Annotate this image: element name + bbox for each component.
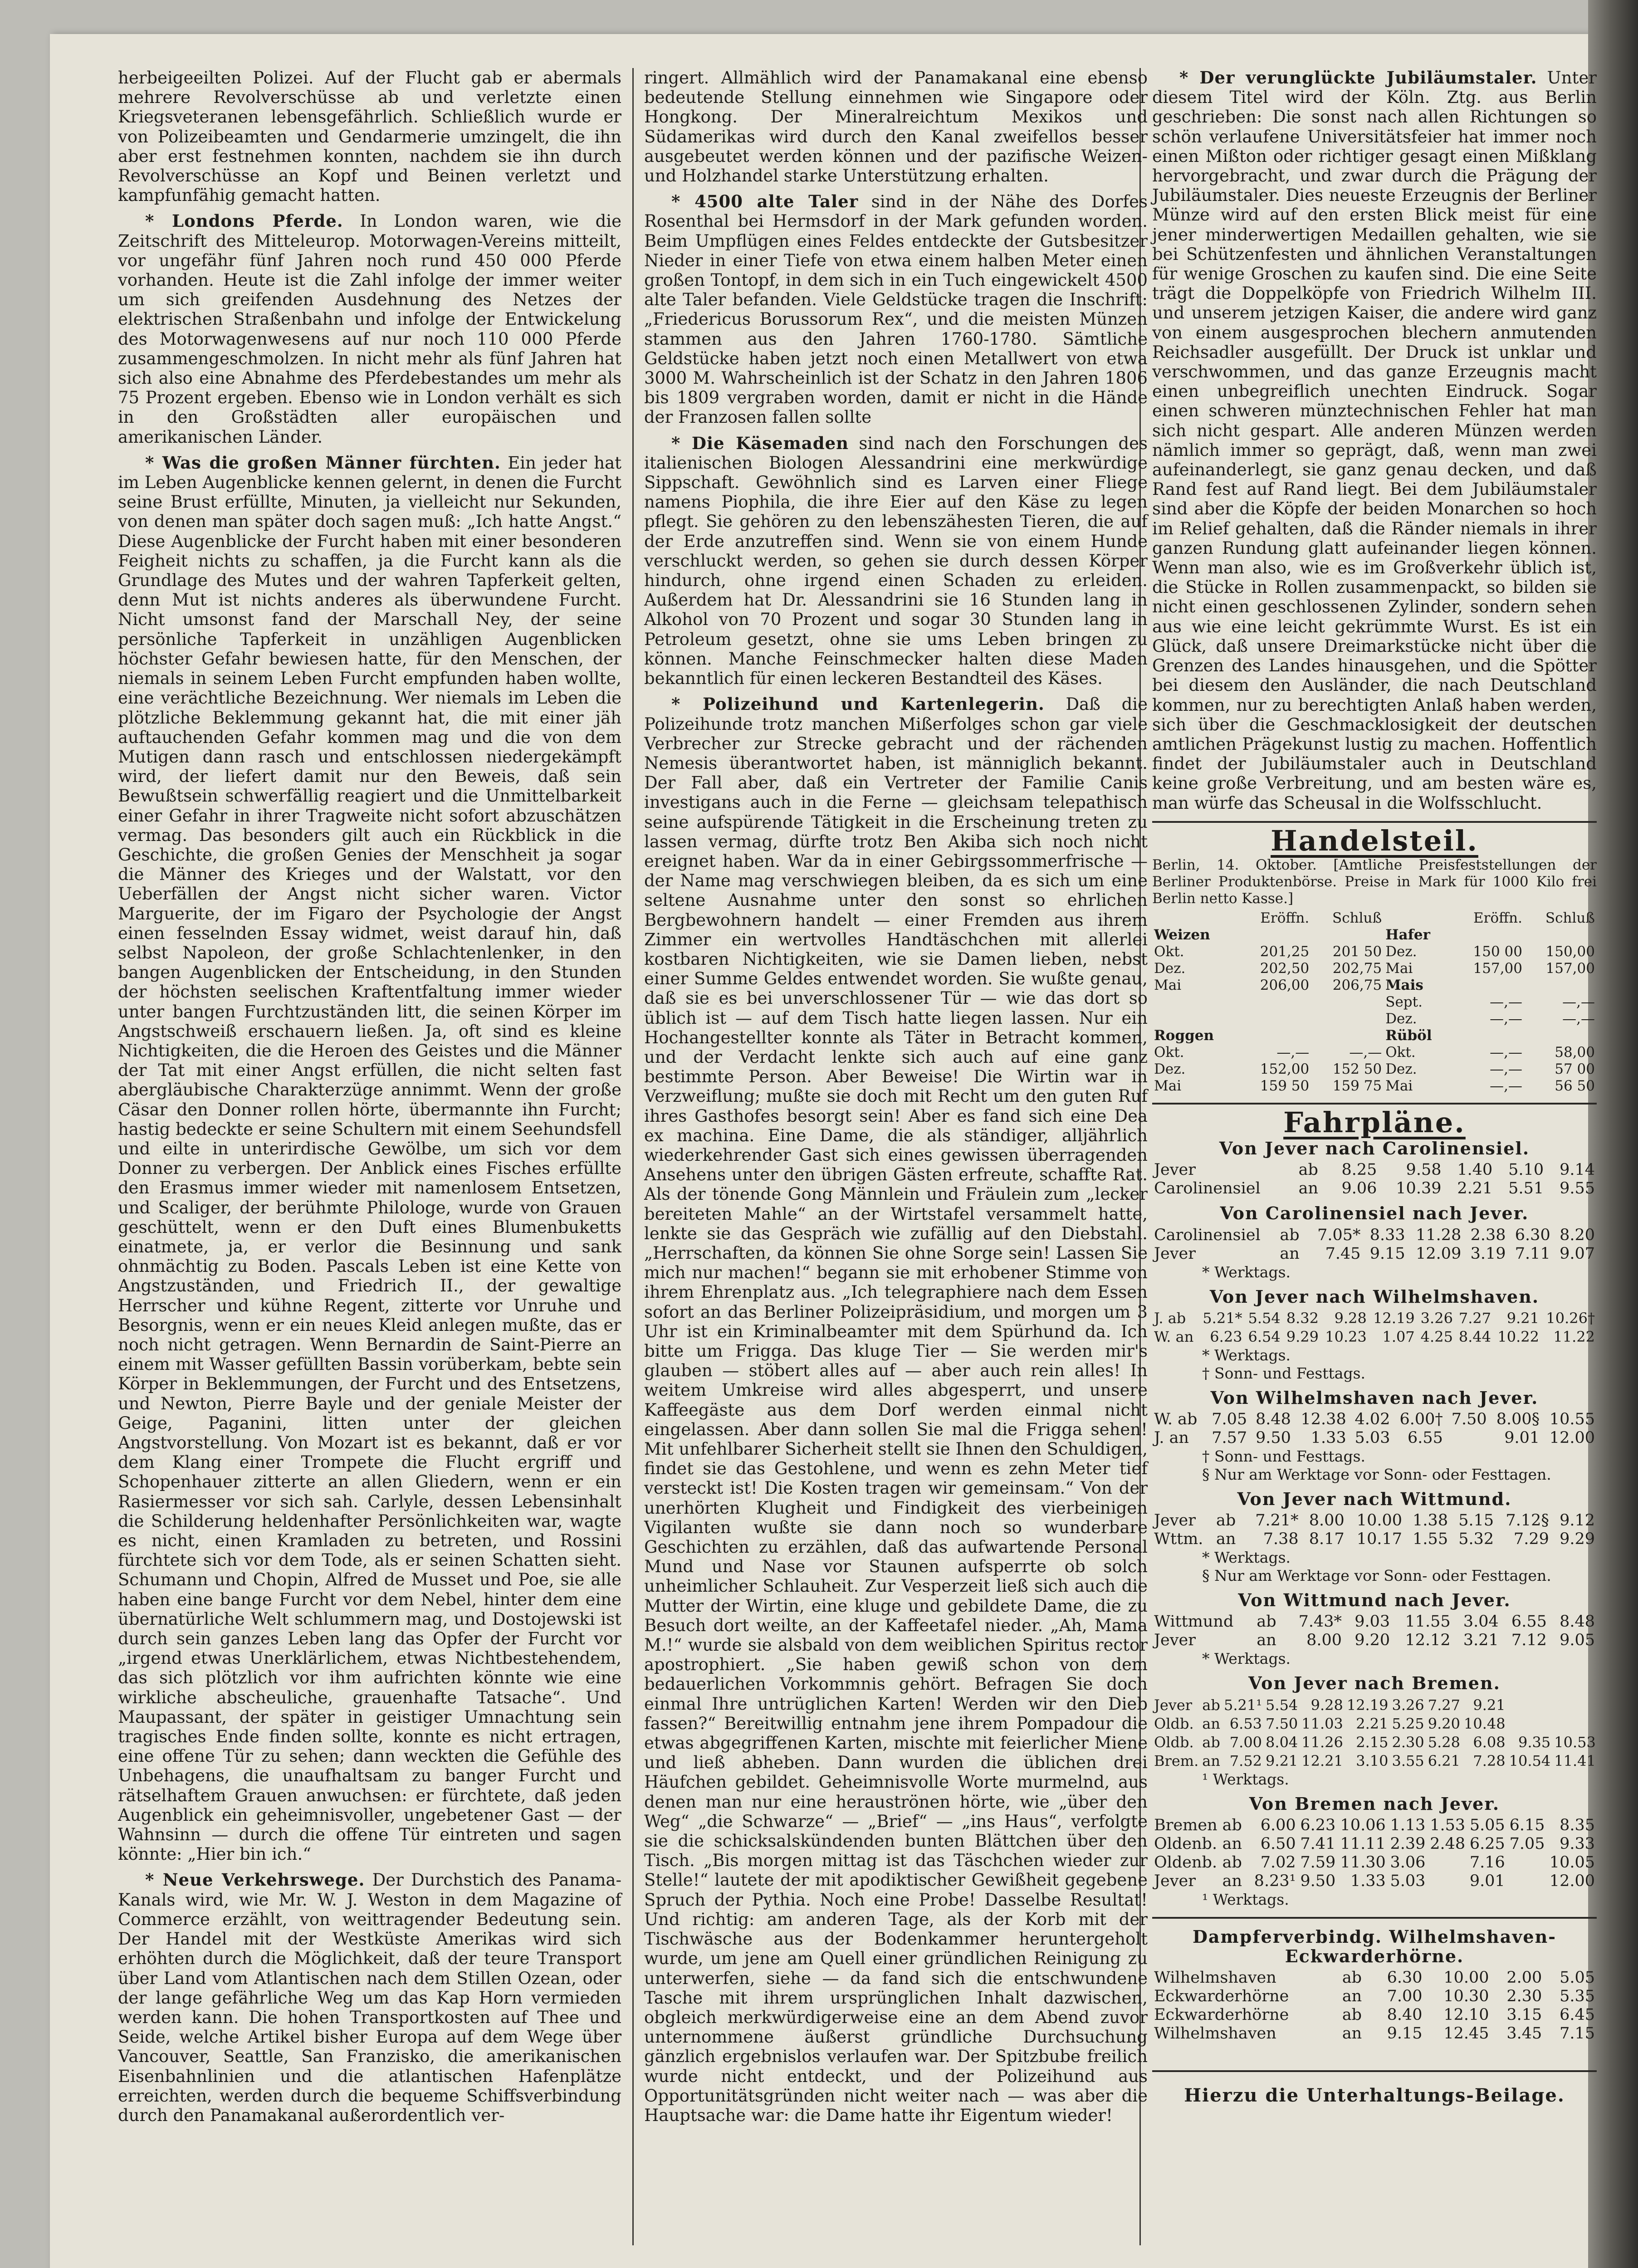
departure-time: 10.54	[1509, 1752, 1551, 1769]
timetable-note: † Sonn- und Festtags.	[1202, 1364, 1366, 1382]
departure-time: an	[1257, 1631, 1276, 1650]
departure-time: 10.53	[1554, 1733, 1596, 1751]
station-name: Jever	[1154, 1872, 1196, 1890]
departure-time: 7.15	[1560, 2024, 1595, 2043]
station-name: Jever	[1154, 1244, 1196, 1263]
station-name: Wilhelmshaven	[1154, 2024, 1276, 2043]
section-rule	[1152, 1917, 1597, 1919]
station-name: Carolinensiel	[1154, 1226, 1261, 1244]
departure-time: 9.14	[1560, 1161, 1595, 1179]
departure-time: 8.40	[1387, 2006, 1423, 2024]
departure-time	[1427, 1853, 1467, 1872]
timetable-note: ¹ Werktags.	[1202, 1770, 1289, 1788]
timetable-note: * Werktags.	[1202, 1650, 1291, 1668]
departure-time: 1.33	[1350, 1872, 1386, 1890]
article-body: Unter diesem Titel wird der Köln. Ztg. aus Berlin geschrieben: Die sonst nach allen Richtungen so schön verlaufene Universitätsfeier hat immer noch einen Mißton oder richtiger gesagt einen Mißklang hervorgebracht, und zwar durch die Prägung der Jubiläumstaler. Dies neueste Erzeugnis der Berliner Münze wird auf den ersten Blick meist für eine jener minderwertigen Medaillen gehalten, wie sie bei Schützenfesten und ähnlichen Veranstaltungen für wenige Groschen zu kaufen sind. Die eine Seite trägt die Doppelköpfe von Friedrich Wilhelm III. und unserem jetzigen Kaiser, die andere wird ganz von einem ausgesprochen blechern anmutenden Reichsadler ausgefüllt. Der Druck ist unklar und verschwommen, und das ganze Erzeugnis macht einen unbegreiflich unechten Eindruck. Sogar einen schweren münztechnischen Fehler hat man sich nicht gespart. Alle anderen Münzen werden nämlich immer so geprägt, daß, wenn man zwei aufeinanderlegt, sie ganz genau decken, und daß Rand fest auf Rand liegt. Bei dem Jubiläumstaler sind aber die Köpfe der beiden Monarchen so hoch im Relief gehalten, daß die Ränder niemals in ihrer ganzen Rundung glatt aufeinander liegen können. Wenn man also, wie es im Großverkehr üblich ist, die Stücke in Rollen zusammenpackt, so bilden sie nicht einen geschlossenen Zylinder, sondern sehen aus wie eine leicht gekrümmte Wurst. Es ist ein Glück, daß unsere Dreimarkstücke nicht über die Grenzen des Landes hinausgehen, und die Spötter bei diesem den Ausländer, die nach Deutschland kommen, nur zu berechtigten Anlaß haben werden, sich über die Geschmacklosigkeit der deutschen amtlichen Prägekunst lustig zu machen. Hoffentlich findet der Jubiläumstaler auch in Deutschland keine große Verbreitung, und am besten wäre es, man würfe das Scheusal in die Wolfsschlucht.	[1152, 68, 1597, 813]
departure-time: an	[1280, 1244, 1300, 1263]
timetable-row	[1152, 1872, 1597, 1891]
article-continuation: herbeigeeilten Polizei. Auf der Flucht gab er abermals mehrere Revolverschüsse ab und verletzte einen Kriegsveteranen lebensgefährlich. Schließlich wurde er von Polizeibeamten und Gendarmerie umzingelt, die ihn aber erst festnehmen konnten, nachdem sie ihn durch Revolverschüsse an Kopf und Beinen verletzt und kampfunfähig gemacht hatten.	[118, 68, 621, 205]
article-body: sind nach den Forschungen des italienischen Biologen Alessandrini eine merkwürdige Sippschaft. Gewöhnlich sind es Larven einer Fliege namens Piophila, die ihre Eier auf den Käse zu legen pflegt. Sie gehören zu den lebenszähesten Tieren, die auf der Erde anzutreffen sind. Wenn sie von einem Hunde verschluckt werden, so gehen sie durch dessen Körper hindurch, ohne irgend einen Schaden zu erleiden. Außerdem hat Dr. Alessandrini sie 16 Stunden lang in Alkohol von 70 Prozent und sogar 30 Stunden lang in Petroleum gesetzt, ohne sie ums Leben bringen zu können. Manche Feinschmecker halten diese Maden bekanntlich für einen leckeren Bestandteil des Käses.	[644, 433, 1148, 689]
timetable-row	[1152, 1161, 1597, 1179]
departure-time: 4.25	[1420, 1328, 1453, 1345]
departure-time: 5.35	[1560, 1987, 1595, 2006]
departure-time: 10.17	[1356, 1530, 1402, 1549]
departure-time: 9.21	[1506, 1309, 1539, 1327]
route-title: Von Jever nach Wittmund.	[1237, 1488, 1512, 1509]
departure-time: 12.19	[1346, 1696, 1389, 1714]
article-continuation: ringert. Allmählich wird der Panamakanal eine ebenso bedeutende Stellung einnehmen wie Singapore oder Hongkong. Der Mineralreichtum Mexikos und Südamerikas wird durch den Kanal zweifellos besser ausgebeutet werden können und der pazifische Weizen- und Holzhandel starke Unterstützung erhalten.	[644, 68, 1148, 186]
departure-time: 3.15	[1506, 2006, 1542, 2024]
departure-time: ab	[1257, 1613, 1276, 1631]
departure-time: 3.45	[1506, 2024, 1542, 2043]
departure-time: 9.07	[1560, 1244, 1595, 1263]
column-2	[644, 68, 1148, 2131]
departure-time: 5.54	[1266, 1696, 1298, 1714]
timetable-row	[1152, 1309, 1597, 1328]
article-headline: * Londons Pferde.	[145, 211, 343, 231]
column-3	[1152, 68, 1597, 2105]
departure-time: 5.21¹	[1223, 1696, 1262, 1714]
departure-time: 12.09	[1416, 1244, 1462, 1263]
article-headline: * Polizeihund und Kartenlegerin.	[671, 694, 1045, 714]
departure-time: 3.26	[1420, 1309, 1453, 1327]
column-1	[118, 68, 621, 2131]
departure-time: 9.28	[1310, 1696, 1343, 1714]
departure-time: 3.55	[1392, 1752, 1424, 1769]
departure-time: 10.39	[1396, 1179, 1442, 1198]
departure-time: 3.04	[1463, 1613, 1499, 1631]
departure-time: 12.19	[1373, 1309, 1415, 1327]
timetable-row	[1152, 1631, 1597, 1650]
departure-time: 3.10	[1356, 1752, 1389, 1769]
departure-time: 8.33	[1369, 1226, 1405, 1244]
departure-time: 8.44	[1458, 1328, 1491, 1345]
departure-time: an	[1202, 1715, 1220, 1732]
departure-time: 3.26	[1392, 1696, 1424, 1714]
route-title: Von Carolinensiel nach Jever.	[1220, 1203, 1529, 1224]
departure-time: 12.45	[1443, 2024, 1489, 2043]
departure-time: 6.45	[1560, 2006, 1595, 2024]
departure-time: 12.38	[1301, 1410, 1346, 1428]
departure-time: 4.02	[1354, 1410, 1390, 1428]
market-table: Eröffn. Schluß Eröffn. Schluß Weizen Hafer Okt. 201,25 201 50 Dez. 150 00 150,00 Dez. 202,50 202,75 Mai 157,00 157,00 Mai 206,00 206,75 Mais Sept. —,— —,— Dez. —,— —,— Roggen Rüböl Okt. —,— —,— Okt. —,— 58,00 Dez. 152,00 152 50 Dez. —,— 57 00 Mai 159 50 159 75 Mai —,— 56 50	[1154, 909, 1595, 1094]
departure-time	[1427, 1872, 1467, 1891]
article-londons-pferde	[118, 211, 621, 446]
departure-time: 9.50	[1300, 1872, 1336, 1890]
timetable-row	[1152, 1530, 1597, 1549]
timetable-row	[1152, 1179, 1597, 1198]
departure-time: 9.21	[1266, 1752, 1298, 1769]
departure-time: 12.00	[1549, 1428, 1595, 1447]
departure-time: 12.10	[1443, 2006, 1489, 2024]
departure-time: 6.53	[1229, 1715, 1262, 1732]
timetable-note: ¹ Werktags.	[1202, 1890, 1289, 1908]
departure-time: 9.01	[1469, 1872, 1505, 1890]
departure-time: 10.00	[1356, 1511, 1402, 1530]
departure-time: 7.38	[1263, 1530, 1299, 1549]
station-name: Oldenb.	[1154, 1853, 1217, 1872]
departure-time: 1.55	[1413, 1530, 1448, 1549]
departure-time	[1507, 1872, 1547, 1891]
departure-time: 1.40	[1457, 1161, 1493, 1179]
departure-time: 5.03	[1354, 1428, 1390, 1447]
timetable-row	[1152, 1853, 1597, 1872]
departure-time: 7.27	[1428, 1696, 1460, 1714]
departure-time: 6.54	[1248, 1328, 1281, 1345]
departure-time: 2.15	[1356, 1733, 1389, 1751]
departure-time: 6.25	[1469, 1834, 1505, 1853]
timetable-note: § Nur am Werktage vor Sonn- oder Festtagen.	[1202, 1465, 1551, 1483]
timetable-row	[1152, 1696, 1598, 1715]
station-name: Jever	[1154, 1696, 1193, 1714]
station-name: J. ab	[1154, 1309, 1186, 1327]
article-body: Daß die Polizeihunde trotz manchen Mißerfolges schon gar viele Verbrecher zur Strecke gebracht und der rächenden Nemesis überantwortet haben, ist männiglich bekannt. Der Fall aber, daß ein Vertreter der Familie Canis investigans auch in die Ferne — gleichsam telepathisch seine aufspürende Tätigkeit in die Erscheinung treten zu lassen vermag, dürfte trotz Ben Akiba sich noch nicht ereignet haben. War da in einer Gebirgssommerfrische — der Name mag verschwiegen bleiben, da es sich um eine seltene Ausnahme unter den sonst so ehrlichen Bergbewohnern handelt — einer Fremden aus ihrem Zimmer ein wertvolles Handtäschchen mit allerlei kostbaren Nichtigkeiten, wie sie Damen lieben, nebst einer Summe Geldes entwendet worden. Sie wußte genau, daß sie es bei unverschlossener Tür — wie das dort so üblich ist — auf dem Tisch hatte liegen lassen. Nur ein Hochangestellter konnte als Täter in Betracht kommen, und der Verdacht lenkte sich auch auf eine ganz bestimmte Person. Aber Beweise! Die Wirtin war in Verzweiflung; mußte sie doch mit Recht um den guten Ruf ihres Gasthofes besorgt sein! Aber es fand sich eine Dea ex machina. Eine Dame, die als ständiger, alljährlich wiederkehrender Gast sich eines gewissen überragenden Ansehens unter den übrigen Gästen erfreute, schaffte Rat. Als der tönende Gong Männlein und Fräulein zum „lecker bereiteten Mahle“ an der Wirtstafel versammelt hatte, lenkte sie das Gespräch wie zufällig auf den Diebstahl. „Herrschaften, da können Sie ohne Sorge sein! Lassen Sie mich nur machen!“ begann sie mit erhobener Stimme von ihrem Ehrenplatz aus. „Ich telegraphiere nach dem Essen sofort an das Berliner Polizeipräsidium, und morgen um 3 Uhr ist ein Kriminalbeamter mit dem Spürhund da. Ich bitte um Frigga. Das kluge Tier — Sie werden mir's glauben — stöbert alles auf — aber auch rein alles! In weitem Umkreise wird alles abgesperrt, und unsere Kaffeegäste aus dem Dorf werden einmal nicht eingelassen. Aber dann sollen Sie mal die Frigga sehen! Mit unfehlbarer Sicherheit stellt sie Ihnen den Schuldigen, findet sie das Gestohlene, und wenn es zehn Meter tief versteckt ist! Die Kosten tragen wir gemeinsam.“ Von der unerhörten Klugheit und Findigkeit des vierbeinigen Vigilanten wußte sie dann noch so wunderbare Geschichten zu erzählen, daß das aufwartende Personal Mund und Nase vor Staunen aufsperrte ob solch unheimlicher Schlauheit. Zur Vesperzeit ließ sich auch die Mutter der Wirtin, eine kluge und gebildete Dame, die zu Besuch dort weilte, an der Kaffeetafel nieder. „Ah, Mama M.!“ wurde sie alsbald von dem weiblichen Spiritus rector apostrophiert. „Sie haben gewiß schon von dem bedauerlichen Vorkommnis gehört. Befragen Sie doch einmal Ihre untrüglichen Karten! Werden wir den Dieb fassen?“ Bereitwillig entnahm jene ihrem Pompadour die etwas abgegriffenen Karten, mischte mit feierlicher Miene und ließ abheben. Dann wurden die üblichen drei Häufchen gebildet. Geheimnisvolle Worte murmelnd, aus denen man nur eine herauströnen hörte, wie „über den Weg“ „die Schwarze“ — „Brief“ — „ins Haus“, verfolgte sie die schicksalskündenden bunten Blättchen über den Tisch. „Bis morgen mittag ist das Täschchen wieder zur Stelle!“ lautete der mit apodiktischer Gewißheit gegebene Spruch der Pythia. Noch eine Probe! Dasselbe Resultat! Und richtig: am anderen Tage, als der Korb mit der Tischwäsche aus der Bodenkammer heruntergeholt wurde, um jene am Quell einer gründlichen Reinigung zu unterwerfen, siehe — da fand sich die entschwundene Tasche mit ihrem ursprünglichen Inhalt dazwischen, obgleich merkwürdigerweise eine an dem Abend zuvor unternommene äußerst gründliche Durchsuchung gänzlich ergebnislos verlaufen war. Der Spitzbube freilich wurde nicht entdeckt, und der Polizeihund aus Opportunitätsgründen nicht weiter nach — was aber die Hauptsache war: die Dame hatte ihr Eigentum wieder!	[644, 694, 1148, 2125]
departure-time: 10.48	[1464, 1715, 1506, 1732]
station-name: W. ab	[1154, 1410, 1198, 1428]
departure-time: ab	[1222, 1853, 1242, 1872]
timetable	[1152, 1696, 1598, 1770]
departure-time: 7.29	[1513, 1530, 1549, 1549]
departure-time: 2.39	[1390, 1834, 1426, 1853]
departure-time: 9.20	[1428, 1715, 1460, 1732]
departure-time: 2.38	[1470, 1226, 1506, 1244]
departure-time: 6.00†	[1399, 1410, 1443, 1428]
station-name: Wilhelmshaven	[1154, 1969, 1276, 1987]
timetable-note: * Werktags.	[1202, 1346, 1291, 1364]
departure-time: 7.45	[1325, 1244, 1361, 1263]
timetable-row	[1152, 1835, 1597, 1853]
departure-time: 3.06	[1390, 1853, 1426, 1872]
departure-time	[1507, 1853, 1547, 1872]
station-name: Jever	[1154, 1511, 1196, 1530]
route-title: Dampferverbindg. Wilhelmshaven-Eckwarderhörne.	[1192, 1926, 1557, 1966]
timetable-row	[1152, 1226, 1597, 1245]
route-title: Von Wilhelmshaven nach Jever.	[1210, 1387, 1539, 1408]
timetable	[1152, 1226, 1597, 1263]
station-name: Oldb.	[1154, 1715, 1194, 1732]
departure-time: 11.28	[1416, 1226, 1462, 1244]
departure-time: 10.06	[1340, 1816, 1386, 1834]
station-name: Oldb.	[1154, 1733, 1194, 1751]
departure-time: 5.10	[1508, 1161, 1544, 1179]
article-body: In London waren, wie die Zeitschrift des Mitteleurop. Motorwagen-Vereins mitteilt, vor ungefähr fünf Jahren noch rund 450 000 Pferde vorhanden. Heute ist die Zahl infolge der immer weiter um sich greifenden Ausdehnung des Netzes der elektrischen Straßenbahn und infolge der Entwickelung des Motorwagenwesens auf nur noch 110 000 Pferde zusammengeschmolzen. In nicht mehr als fünf Jahren hat sich also eine Abnahme des Pferdebestandes um mehr als 75 Prozent ergeben. Ebenso wie in London verhält es sich in den Großstädten aller europäischen und amerikanischen Länder.	[118, 211, 622, 447]
departure-time: 10.22	[1497, 1328, 1539, 1345]
departure-time: 2.48	[1430, 1834, 1466, 1853]
departure-time: 5.03	[1390, 1872, 1426, 1890]
station-name: Carolinensiel	[1154, 1179, 1261, 1198]
departure-time: 7.16	[1469, 1853, 1505, 1872]
departure-time: 7.41	[1300, 1834, 1336, 1853]
departure-time: 5.21*	[1203, 1309, 1242, 1327]
timetable-row	[1152, 1410, 1597, 1429]
departure-time: 8.25	[1341, 1161, 1377, 1179]
timetable-row	[1152, 1816, 1597, 1835]
timetable-row	[1152, 1613, 1597, 1631]
departure-time: 8.00	[1309, 1511, 1345, 1530]
section-rule	[1152, 1103, 1597, 1105]
station-name: Wttm.	[1154, 1530, 1203, 1549]
timetable-row	[1152, 1733, 1598, 1752]
departure-time: 5.05	[1469, 1816, 1505, 1834]
column-divider-1	[632, 68, 634, 2245]
departure-time: 9.03	[1354, 1613, 1390, 1631]
station-name: Oldenb.	[1154, 1834, 1217, 1853]
station-name: Wittmund	[1154, 1613, 1234, 1631]
departure-time: ab	[1222, 1816, 1242, 1834]
departure-time: 7.11	[1515, 1244, 1550, 1263]
departure-time: 10.26†	[1546, 1309, 1595, 1327]
departure-time: 9.06	[1341, 1179, 1377, 1198]
departure-time: 8.48	[1560, 1613, 1595, 1631]
departure-time: 7.28	[1473, 1752, 1506, 1769]
timetable	[1152, 1309, 1597, 1346]
departure-time: 9.58	[1406, 1161, 1442, 1179]
departure-time: ab	[1280, 1226, 1300, 1244]
departure-time: 8.48	[1255, 1410, 1291, 1428]
station-name: Jever	[1154, 1631, 1196, 1650]
departure-time: 6.55	[1511, 1613, 1547, 1631]
article-body: Der Durchstich des Panama-Kanals wird, wie Mr. W. J. Weston in dem Magazine of Commerce erzählt, von weittragender Bedeutung sein. Der Handel mit der Westküste Amerikas wird sich erhöhten durch die Möglichkeit, daß der teure Transport über Land vom Atlantischen nach dem Stillen Ozean, oder der lange gefährliche Weg um das Kap Horn vermieden werden kann. Die hohen Transportkosten auf Thee und Seide, welche Artikel bisher Europa auf dem Wege über Vancouver, Seattle, San Franzisko, die amerikanischen Eisenbahnlinien und die atlantischen Hafenplätze erreichten, werden durch die bequeme Schiffsverbindung durch den Panamakanal außerordentlich ver-	[118, 1870, 621, 2125]
departure-time: 5.15	[1458, 1511, 1494, 1530]
departure-time: 7.02	[1260, 1853, 1296, 1872]
departure-time: 11.22	[1553, 1328, 1595, 1345]
departure-time: 11.55	[1405, 1613, 1451, 1631]
departure-time: 1.13	[1390, 1816, 1426, 1834]
article-kaesemaden	[644, 434, 1148, 689]
route-title: Von Bremen nach Jever.	[1249, 1793, 1500, 1814]
departure-time: 6.55	[1407, 1428, 1443, 1447]
route-title: Von Jever nach Bremen.	[1248, 1673, 1501, 1694]
article-headline: * Was die großen Männer fürchten.	[145, 452, 501, 473]
article-body: sind in der Nähe des Dorfes Rosenthal bei Hermsdorf in der Mark gefunden worden. Beim Umpflügen eines Feldes entdeckte der Gutsbesitzer Nieder in einer Tiefe von etwa einem halben Meter einen großen Tontopf, in dem sich in ein Tuch eingewickelt 4500 alte Taler befanden. Viele Geldstücke tragen die Inschrift: „Friedericus Borussorum Rex“, und die meisten Münzen stammen aus den Jahren 1760-1780. Sämtliche Geldstücke haben jetzt noch einen Metallwert von etwa 3000 M. Wahrscheinlich ist der Schatz in den Jahren 1806 bis 1809 vergraben worden, damit er nicht in die Hände der Franzosen fallen sollte	[644, 192, 1148, 427]
departure-time: 8.20	[1560, 1226, 1595, 1244]
timetable	[1152, 1410, 1597, 1447]
departure-time: 9.15	[1387, 2024, 1423, 2043]
departure-time: 7.50	[1266, 1715, 1298, 1732]
departure-time: 7.59	[1300, 1853, 1336, 1872]
departure-time: 2.21	[1457, 1179, 1493, 1198]
departure-time: 6.08	[1473, 1733, 1506, 1751]
departure-time: 6.30	[1387, 1969, 1423, 1987]
departure-time: ab	[1202, 1733, 1220, 1751]
departure-time: 10.30	[1443, 1987, 1489, 2006]
departure-time: 8.23¹	[1254, 1872, 1296, 1890]
departure-time: 7.00	[1229, 1733, 1262, 1751]
departure-time: 10.23	[1325, 1328, 1367, 1345]
route-title: Von Jever nach Wilhelmshaven.	[1209, 1286, 1540, 1307]
departure-time: 8.35	[1560, 1816, 1595, 1834]
article-headline: * Neue Verkehrswege.	[145, 1870, 365, 1890]
departure-time: 11.26	[1301, 1733, 1343, 1751]
route-title: Von Jever nach Carolinensiel.	[1219, 1138, 1530, 1159]
departure-time: 3.19	[1470, 1244, 1506, 1263]
timetable-row	[1152, 1987, 1597, 2006]
station-name: Brem.	[1154, 1752, 1199, 1769]
timetable	[1152, 1511, 1597, 1549]
departure-time: an	[1202, 1752, 1220, 1769]
timetable-row	[1152, 1429, 1597, 1447]
departure-time: 9.05	[1560, 1631, 1595, 1650]
departure-time: 7.50	[1451, 1410, 1487, 1428]
departure-time: 7.27	[1458, 1309, 1491, 1327]
timetable-note: * Werktags.	[1202, 1263, 1291, 1281]
departure-time: 10.55	[1549, 1410, 1595, 1428]
departure-time: 9.29	[1286, 1328, 1319, 1345]
article-headline: * Die Käsemaden	[671, 433, 849, 453]
departure-time: 9.28	[1334, 1309, 1367, 1327]
article-body: Ein jeder hat im Leben Augenblicke kennen gelernt, in denen die Furcht seine Brust erfüllte, Minuten, ja vielleicht nur Sekunden, von denen man später doch sagen muß: „Ich hatte Angst.“ Diese Augenblicke der Furcht haben mit einer besonderen Feigheit nichts zu schaffen, ja die Furcht kann als die Grundlage des Mutes und der wahren Tapferkeit gelten, denn Mut ist nichts anderes als überwundene Furcht. Nicht umsonst fand der Marschall Ney, der seine persönliche Tapferkeit in unzähligen Augenblicken höchster Gefahr bewiesen hatte, für den Menschen, der niemals in seinem Leben Furcht empfunden haben wollte, eine verächtliche Bezeichnung. Wer niemals im Leben die plötzliche Beklemmung gekannt hat, die mit einer jäh auftauchenden Gefahr kommen mag und die von dem Mutigen dann rasch und entschlossen niedergekämpft wird, der liefert damit nur den Beweis, daß sein Bewußtsein schwerfällig reagiert und die Unmittelbarkeit einer Gefahr in ihrer Tragweite nicht sofort abzuschätzen vermag. Das besonders gilt auch ein Rückblick in die Geschichte, die großen Genies der Menschheit ja sogar die Männer des Krieges und der Walstatt, vor den Ueberfällen der Angst nicht sicher waren. Victor Marguerite, der im Figaro der Psychologie der Angst einen fesselnden Essay widmet, weist darauf hin, daß selbst Napoleon, der große Schlachtenlenker, in den bangen Augenblicken der Entscheidung, in den Stunden der höchsten seelischen Kraftentfaltung immer wieder unter bangen Furchtzuständen litt, die seinen Körper im Angstschweiß erschauern ließen. Ja, oft sind es kleine Nichtigkeiten, die die Heroen des Geistes und die Männer der Tat mit einer Angst erfüllen, die nicht selten fast abergläubische Charakterzüge annimmt. Wenn der große Cäsar den Donner rollen hörte, übermannte ihn Furcht; hastig bedeckte er seine Schultern mit einem Seehundsfell und eilte in unterirdische Gewölbe, um sich vor dem Donner zu verbergen. Der Anblick eines Fisches erfüllte den Erasmus immer wieder mit namenlosem Entsetzen, und Scaliger, der berühmte Philologe, wurde von Grauen geschüttelt, wenn er den Duft eines Blumenbuketts einatmete, ja, er verlor die Besinnung und sank ohnmächtig zu Boden. Pascals Leben ist eine Kette von Angstzuständen, und Friedrich II., der gewaltige Herrscher und kühne Regent, zitterte vor Unruhe und Besorgnis, wenn er ein neues Kleid anlegen mußte, das er noch nicht getragen. Wenn Bernardin de Saint-Pierre an einem mit Wasser gefüllten Bassin vorüberkam, bebte sein Körper in Beklemmungen, der Furcht und des Entsetzens, und Newton, Pierre Bayle und der geniale Meister der Geige, Paganini, litten unter der gleichen Angstvorstellung. Von Mozart ist es bekannt, daß er vor dem Klang einer Trompete die Flucht ergriff und Schopenhauer zitterte an allen Gliedern, wenn er ein Rasiermesser vor sich sah. Carlyle, dessen Lebensinhalt die Schilderung heldenhafter Persönlichkeiten war, wagte es nicht, einen Kramladen zu betreten, und Rossini fürchtete sich vor dem Tode, als er seinen Schatten sieht. Schumann und Chopin, Alfred de Musset und Poe, sie alle haben eine bange Furcht vor dem Nebel, hinter dem eine übernatürliche Welt schlummern mag, und Dostojewski ist durch sein ganzes Leben lang das Opfer der Furcht vor „irgend etwas Unerklärlichem, etwas Nichtbestehendem, das sich plötzlich vor ihm aufrichten könnte wie eine wirkliche abscheuliche, grauenhafte Tatsache“. Und Maupassant, der später in geistiger Umnachtung sein tragisches Ende finden sollte, konnte es nicht ertragen, eine offene Tür zu sehen; dann weckten die Gefühle des Unbehagens, die unaufhaltsam zu banger Furcht und rätselhaftem Grauen anwuchsen: er fürchtete, daß jeden Augenblick ein geheimnisvoller, ungebetener Gast — der Wahnsinn — durch die offene Tür eintreten und sagen könnte: „Hier bin ich.“	[118, 453, 621, 1864]
departure-time: 9.01	[1504, 1428, 1540, 1447]
departure-time: an	[1342, 1987, 1362, 2006]
departure-time: 2.00	[1506, 1969, 1542, 1987]
departure-time: 1.53	[1430, 1816, 1466, 1834]
departure-time: ab	[1342, 1969, 1362, 1987]
section-rule	[1152, 821, 1597, 823]
timetable-note: † Sonn- und Festtags.	[1202, 1447, 1366, 1465]
departure-time: 5.05	[1560, 1969, 1595, 1987]
timetable	[1152, 1613, 1597, 1650]
departure-time: 11.11	[1340, 1834, 1386, 1853]
departure-time: 8.00§	[1496, 1410, 1540, 1428]
departure-time: 5.54	[1248, 1309, 1281, 1327]
departure-time: 9.55	[1560, 1179, 1595, 1198]
departure-time: 9.20	[1354, 1631, 1390, 1650]
timetable-row	[1152, 1328, 1597, 1346]
departure-time: ab	[1342, 2006, 1362, 2024]
article-grosse-maenner	[118, 453, 621, 1864]
departure-time: 9.15	[1369, 1244, 1405, 1263]
departure-time: 5.28	[1428, 1733, 1460, 1751]
departure-time: 7.57	[1212, 1428, 1247, 1447]
departure-time: 6.15	[1509, 1816, 1545, 1834]
article-headline: * 4500 alte Taler	[671, 191, 859, 212]
departure-time: 1.33	[1310, 1428, 1346, 1447]
article-headline: * Der verunglückte Jubiläumstaler.	[1179, 68, 1537, 88]
departure-time: 6.23	[1300, 1816, 1336, 1834]
departure-time	[1445, 1429, 1489, 1447]
departure-time: 9.50	[1255, 1428, 1291, 1447]
article-polizeihund	[644, 694, 1148, 2125]
departure-time: ab	[1298, 1161, 1318, 1179]
departure-time: 3.21	[1463, 1631, 1499, 1650]
timetable-row	[1152, 1752, 1598, 1770]
article-jubilaeumstaler	[1152, 68, 1597, 813]
station-name: W. an	[1154, 1328, 1194, 1345]
departure-time: 10.00	[1443, 1969, 1489, 1987]
timetable-row	[1152, 1511, 1597, 1530]
departure-time: an	[1222, 1834, 1242, 1853]
timetable	[1152, 1161, 1597, 1198]
departure-time: 9.29	[1560, 1530, 1595, 1549]
departure-time: 9.35	[1518, 1733, 1551, 1751]
departure-time: 5.25	[1392, 1715, 1424, 1732]
departure-time: 9.33	[1560, 1834, 1595, 1853]
station-name: Jever	[1154, 1161, 1196, 1179]
departure-time: 7.12§	[1506, 1511, 1549, 1530]
departure-time: 5.32	[1458, 1530, 1494, 1549]
station-name: J. an	[1154, 1428, 1189, 1447]
timetable-note: § Nur am Werktage vor Sonn- oder Festtagen.	[1202, 1567, 1551, 1585]
route-title: Von Wittmund nach Jever.	[1238, 1590, 1511, 1611]
fahrplaene-title: Fahrpläne.	[1283, 1105, 1466, 1139]
departure-time: 11.41	[1554, 1752, 1596, 1769]
departure-time: 11.30	[1340, 1853, 1386, 1872]
handelsteil-title: Handelsteil.	[1271, 824, 1478, 857]
departure-time: 5.51	[1508, 1179, 1544, 1198]
supplement-notice: Hierzu die Unterhaltungs-Beilage.	[1152, 2070, 1597, 2105]
timetable-note: * Werktags.	[1202, 1549, 1291, 1567]
departure-time: an	[1298, 1179, 1319, 1198]
departure-time: 12.12	[1405, 1631, 1451, 1650]
timetable-row	[1152, 2006, 1597, 2024]
departure-time: 10.05	[1549, 1853, 1595, 1872]
departure-time: 8.04	[1266, 1733, 1298, 1751]
timetable-row	[1152, 1715, 1598, 1733]
departure-time: 1.38	[1413, 1511, 1448, 1530]
departure-time: 7.05	[1509, 1834, 1545, 1853]
departure-time: 8.00	[1306, 1631, 1342, 1650]
departure-time: 12.00	[1549, 1872, 1595, 1890]
departure-time: 6.21	[1428, 1752, 1460, 1769]
departure-time: 6.00	[1260, 1816, 1296, 1834]
departure-time: 1.07	[1382, 1328, 1415, 1345]
departure-time: 8.17	[1309, 1530, 1345, 1549]
departure-time: 2.21	[1356, 1715, 1389, 1732]
market-prices	[1152, 857, 1597, 1095]
departure-time: 7.00	[1387, 1987, 1423, 2006]
departure-time: 12.21	[1301, 1752, 1343, 1769]
departure-time: 2.30	[1506, 1987, 1542, 2006]
departure-time: 6.50	[1260, 1834, 1296, 1853]
station-name: Eckwarderhörne	[1154, 1987, 1289, 2006]
article-verkehrswege	[118, 1870, 621, 2125]
market-intro: Berlin, 14. Oktober. [Amtliche Preisfeststellungen der Berliner Produktenbörse. Preise in Mark für 1000 Kilo frei Berlin netto Kasse.]	[1152, 856, 1597, 907]
departure-time: 7.43*	[1298, 1613, 1342, 1631]
timetable-row	[1152, 2024, 1597, 2043]
departure-time: 9.21	[1473, 1696, 1506, 1714]
departure-time: 6.23	[1210, 1328, 1242, 1345]
departure-time: 9.12	[1560, 1511, 1595, 1530]
timetable	[1152, 1969, 1597, 2043]
departure-time: an	[1222, 1872, 1242, 1890]
timetable-row	[1152, 1245, 1597, 1263]
departure-time: 7.21*	[1255, 1511, 1299, 1530]
departure-time: 6.30	[1515, 1226, 1550, 1244]
departure-time: 11.03	[1301, 1715, 1343, 1732]
departure-time: an	[1216, 1530, 1236, 1549]
departure-time: 8.32	[1286, 1309, 1319, 1327]
departure-time: an	[1342, 2024, 1362, 2043]
timetable	[1152, 1816, 1597, 1891]
station-name: Eckwarderhörne	[1154, 2006, 1289, 2024]
departure-time: 7.05	[1212, 1410, 1247, 1428]
station-name: Bremen	[1154, 1816, 1217, 1834]
departure-time: 7.12	[1511, 1631, 1547, 1650]
departure-time: 7.52	[1229, 1752, 1262, 1769]
departure-time: 2.30	[1392, 1733, 1424, 1751]
departure-time: 7.05*	[1317, 1226, 1361, 1244]
departure-time: ab	[1216, 1511, 1236, 1530]
departure-time: ab	[1202, 1696, 1220, 1714]
article-alte-taler	[644, 192, 1148, 427]
timetable-row	[1152, 1969, 1597, 1987]
